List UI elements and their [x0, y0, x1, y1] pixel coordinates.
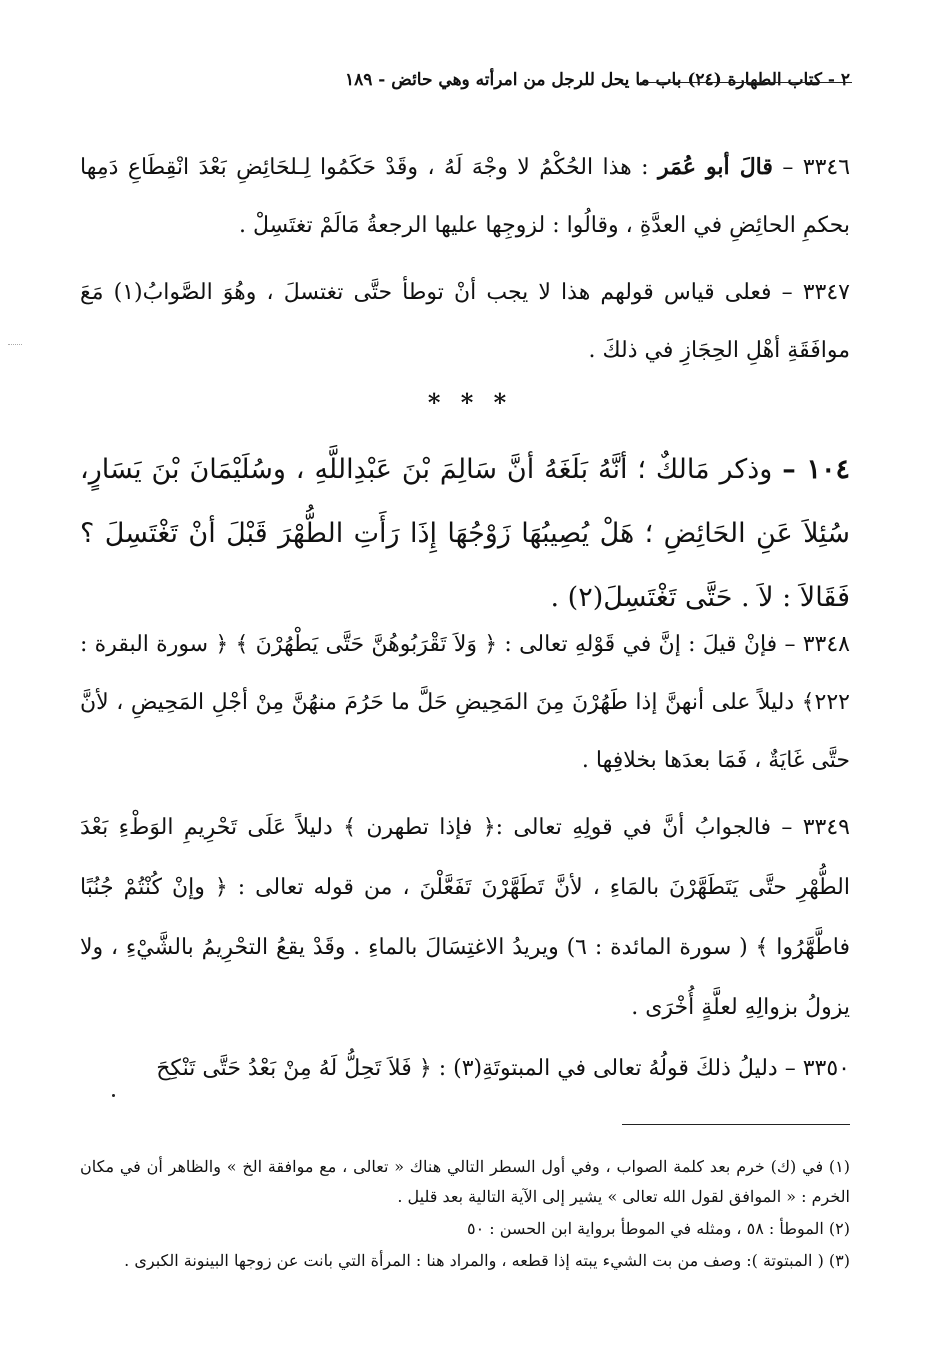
margin-mark	[8, 344, 22, 345]
paragraph-number: ٣٣٤٩ –	[781, 815, 850, 840]
paragraph-body: دليلُ ذلكَ قولُهُ تعالى في المبتوتَةِ(٣) : ﴿ فَلاَ تَحِلُّ لَهُ مِنْ بَعْدُ حَتَّى تَنْكِحَ	[156, 1056, 778, 1081]
header-title: ٢ - كتاب الطهارة (٢٤) باب ما يحل للرجل من امرأته وهي حائض - ١٨٩	[344, 70, 850, 90]
stray-mark	[112, 1094, 115, 1097]
footnotes	[80, 1152, 850, 1278]
paragraph-3346-text	[80, 138, 850, 255]
section-separator: * * *	[427, 388, 513, 417]
speaker: قالَ أبو عُمَر	[657, 154, 773, 180]
paragraph-3350-text	[80, 1040, 850, 1098]
paragraph-3349	[80, 798, 850, 1038]
footnote-2: (٢) الموطأ : ٥٨ ، ومثله في الموطأ برواية ابن الحسن : ٥٠	[467, 1219, 850, 1238]
paragraph-3347-text	[80, 264, 850, 380]
paragraph-body: فالجوابُ أنَّ في قولِهِ تعالى :﴿ فإذا تطهرن ﴾ دليلاً عَلَى تَحْرِيمِ الوَطْءِ بَعْدَ الطُّهْرِ حتَّى يَتَطَهَّرْنَ بالمَاءِ ، لأنَّ تَطَهَّرْنَ تَفَعَّلْنَ ، من قوله تعالى : ﴿ وإنْ كُنْتُمْ جُنُبًا فاطَّهَّرُوا ﴾ ( سورة المائدة : ٦) ويريدُ الاغتِسَالَ بالماءِ . وقَدْ يقعُ التحْرِيمُ بالشَّيْءِ ، ولا يزولُ بزوالِهِ لعلَّةٍ أُخْرَى .	[80, 815, 850, 1020]
paragraph-body: فعلى قياس قولهم هذا لا يجب أنْ توطأ حتَّى تغتسلَ ، وهُوَ الصَّوابُ(١) مَعَ موافَقَةِ أهْلِ الحِجَازِ في ذلكَ .	[80, 280, 850, 363]
hadith-104-text	[80, 438, 850, 630]
footnote-3: (٣) ( المبتوتة ): وصف من بت الشيء يبته إذا قطعه ، والمراد هنا : المرأة التي بانت عن زوجها البينونة الكبرى .	[124, 1251, 850, 1270]
hadith-104	[80, 438, 850, 630]
footnote-1: (١) في (ك) خرم بعد كلمة الصواب ، وفي أول السطر التالي هناك « تعالى ، مع موافقة الخ » والظاهر أن في مكان الخرم : « الموافق لقول الله تعالى » يشير إلى الآية التالية بعد قليل .	[80, 1157, 850, 1206]
header-rule	[640, 82, 852, 83]
footnote-rule	[622, 1124, 850, 1125]
paragraph-3346	[80, 138, 850, 255]
paragraph-number: ٣٣٤٦ –	[782, 155, 851, 180]
hadith-body: وذكر مَالكٌ ؛ أنَّهُ بَلَغَهُ أنَّ سَالِمَ بْنَ عَبْدِاللَّهِ ، وسُلَيْمَانَ بْنَ يَسَارٍ، سُئِلاَ عَنِ الحَائِضِ ؛ هَلْ يُصِيبُهَا زَوْجُهَا إِذَا رَأَتِ الطُّهْرَ قَبْلَ أنْ تَغْتَسِلَ ؟ فَقَالاَ : لاَ . حَتَّى تَغْتَسِلَ(٢) .	[80, 454, 850, 613]
paragraph-3349-text	[80, 798, 850, 1038]
paragraph-3350	[80, 1040, 850, 1098]
paragraph-body: فإنْ قيلَ : إنَّ في قَوْلهِ تعالى : ﴿ وَلاَ تَقْرَبُوهُنَّ حَتَّى يَطْهُرْنَ ﴾ ﴿ سورة البقرة : ٢٢٢﴾ دليلاً على أنهنَّ إذا طَهُرْنَ مِنَ المَحِيضِ حَلَّ ما حَرُمَ منهُنَّ مِنْ أجْلِ المَحِيضِ ، لأنَّ حتَّى غَايَةٌ ، فَمَا بعدَها بخلافِها .	[80, 632, 850, 773]
paragraph-3348	[80, 616, 850, 790]
paragraph-number: ٣٣٥٠ –	[784, 1056, 850, 1081]
running-header	[70, 66, 850, 96]
hadith-number: ١٠٤ –	[782, 454, 850, 485]
paragraph-3347	[80, 264, 850, 380]
paragraph-number: ٣٣٤٨ –	[784, 632, 850, 657]
paragraph-body: : هذا الحُكْمُ لا وجْهَ لَهُ ، وقَدْ حَكَمُوا لِـلحَائِضِ بَعْدَ انْقِطَاعِ دَمِها بحكمِ الحائِضِ في العدَّةِ ، وقالُوا : لزوجِها عليها الرجعةُ مَالَمْ تغتَسِلْ .	[80, 155, 850, 238]
paragraph-number: ٣٣٤٧ –	[781, 280, 850, 305]
paragraph-3348-text	[80, 616, 850, 790]
